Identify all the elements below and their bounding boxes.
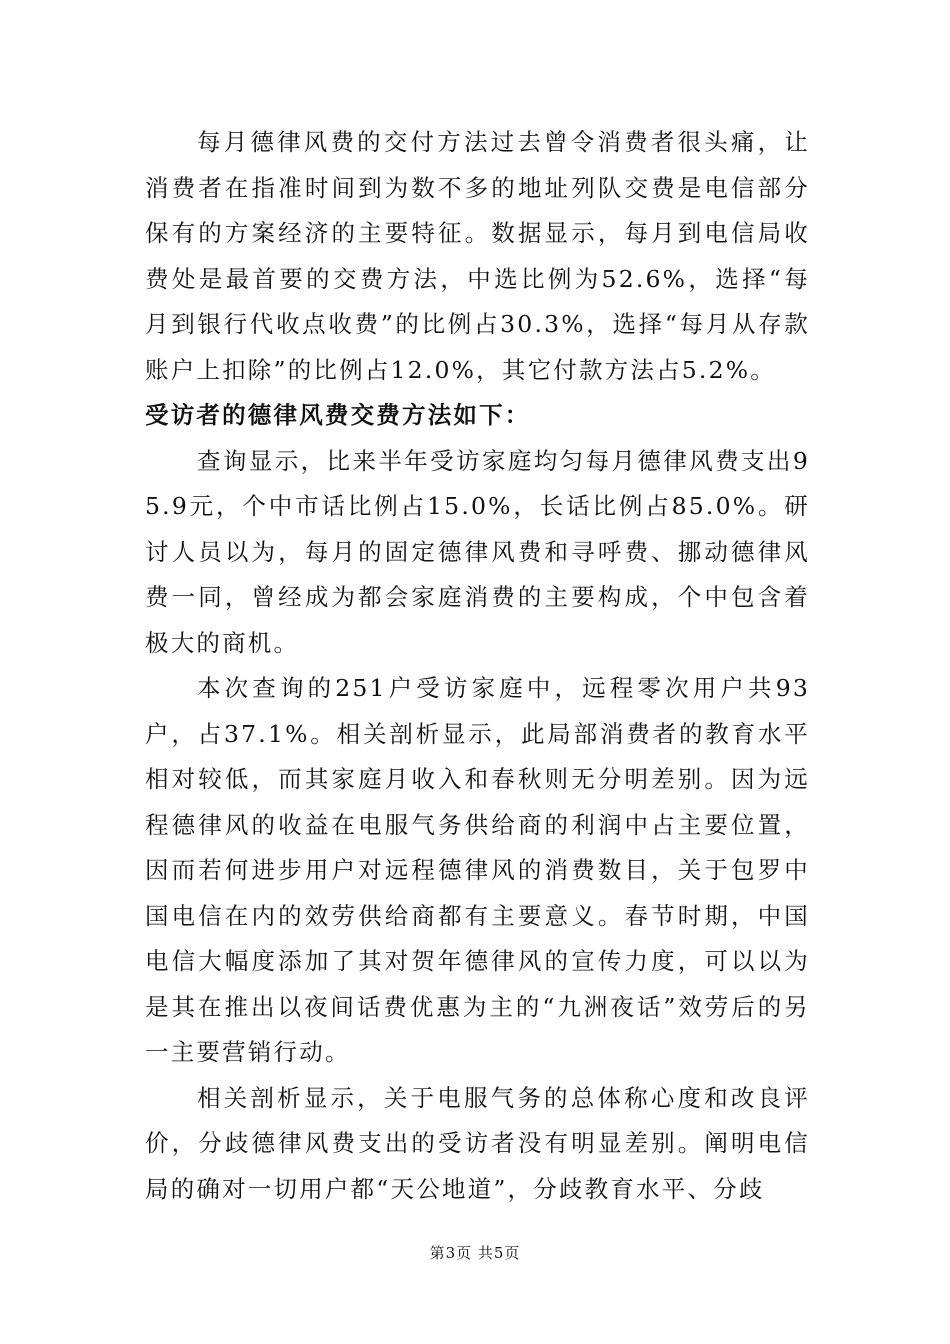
paragraph-spending: 查询显示，比来半年受访家庭均匀每月德律风费支出95.9元，个中市话比例占15.0%，长话比例占85.0%。研讨人员以为，每月的固定德律风费和寻呼费、挪动德律风费一同，曾经成为都会家庭消费的主要构成，个中包含着极大的商机。: [145, 446, 810, 657]
document-body: [145, 120, 810, 1212]
paragraph-long-distance: 本次查询的251户受访家庭中，远程零次用户共93户，占37.1%。相关剖析显示，此局部消费者的教育水平相对较低，而其家庭月收入和春秋则无分明差别。因为远程德律风的收益在电服气务供给商的利润中占主要位置，因而若何进步用户对远程德律风的消费数目，关于包罗中国电信在内的效劳供给商都有主要意义。春节时期，中国电信大幅度添加了其对贺年德律风的宣传力度，可以以为是其在推出以夜间话费优惠为主的“九洲夜话”效劳后的另一主要营销行动。: [145, 674, 810, 1066]
paragraph-satisfaction: 相关剖析显示，关于电服气务的总体称心度和改良评价，分歧德律风费支出的受访者没有明显差别。阐明电信局的确对一切用户都“天公地道”，分歧教育水平、分歧: [145, 1083, 810, 1203]
page-number-footer: 第3页 共5页: [429, 1244, 521, 1262]
paragraph-payment-methods: 每月德律风费的交付方法过去曾令消费者很头痛，让消费者在指准时间到为数不多的地址列队交费是电信部分保有的方案经济的主要特征。数据显示，每月到电信局收费处是最首要的交费方法，中选比例为52.6%，选择“每月到银行代收点收费”的比例占30.3%，选择“每月从存款账户上扣除”的比例占12.0%，其它付款方法占5.2%。: [145, 128, 810, 384]
section-heading: 受访者的德律风费交费方法如下：: [145, 401, 531, 429]
